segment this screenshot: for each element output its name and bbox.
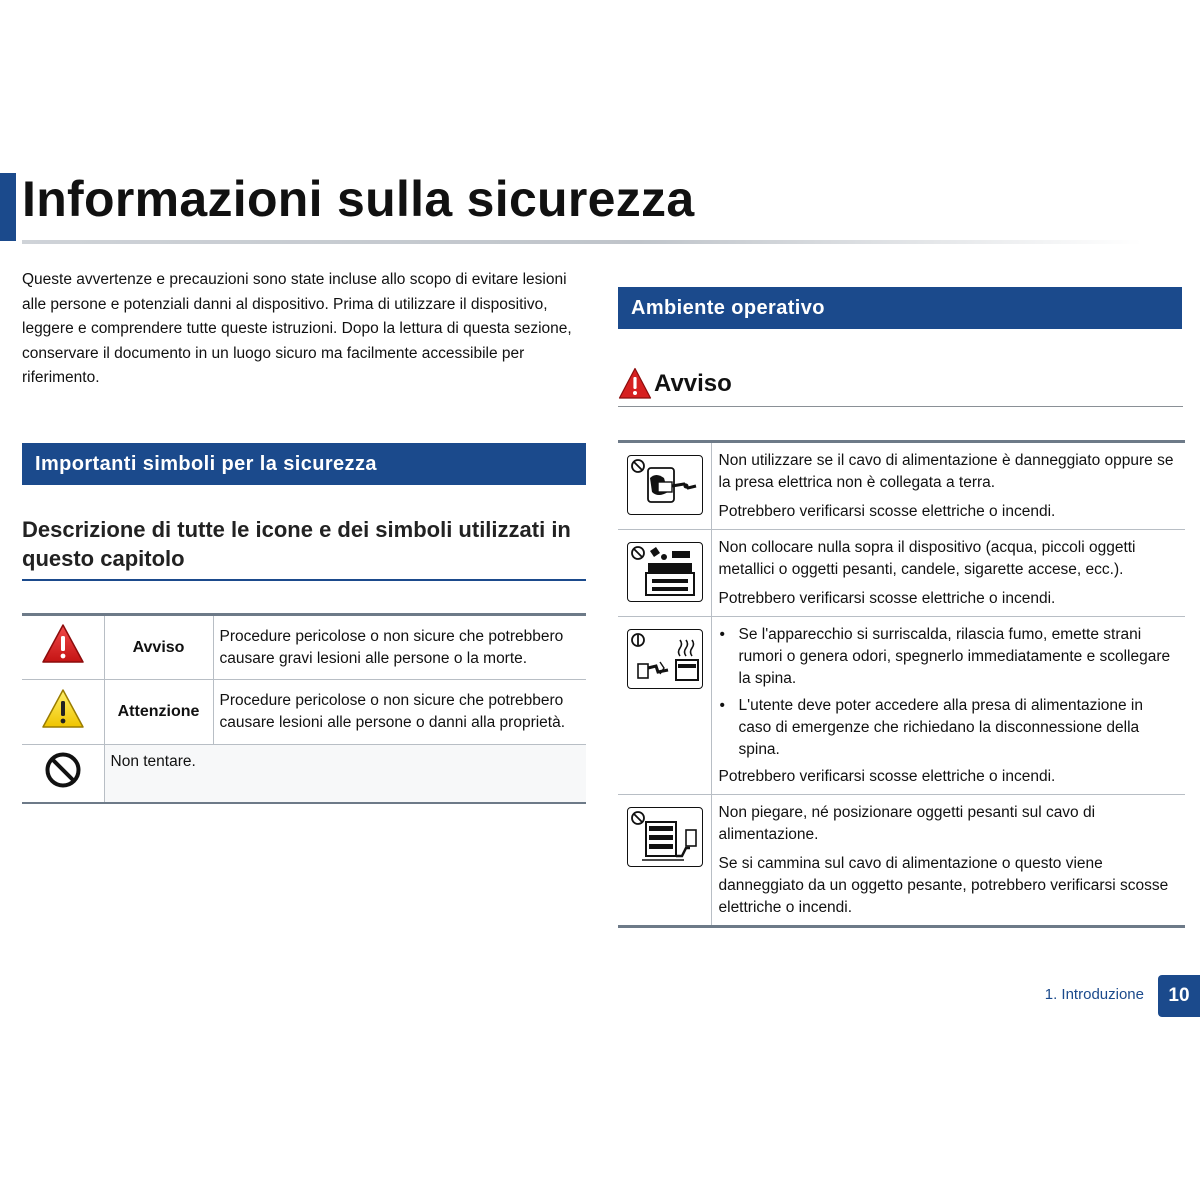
warning-text-cell bbox=[711, 530, 1185, 617]
table-row bbox=[618, 530, 1185, 617]
warning-consequence: Potrebbero verificarsi scosse elettriche o incendi. bbox=[718, 768, 1056, 785]
warning-red-icon bbox=[41, 623, 85, 665]
footer-chapter-label: 1. Introduzione bbox=[1044, 986, 1144, 1003]
prohibited-icon bbox=[44, 751, 82, 789]
warning-consequence: Potrebbero verificarsi scosse elettriche o incendi. bbox=[718, 503, 1056, 520]
table-row bbox=[22, 745, 586, 803]
overheat-unplug-pictogram-icon bbox=[627, 629, 703, 689]
table-row bbox=[22, 680, 586, 745]
warning-text-cell bbox=[711, 442, 1185, 530]
environment-warnings-table bbox=[618, 440, 1185, 928]
symbol-icon-cell bbox=[22, 615, 104, 680]
pictogram-cell bbox=[618, 530, 711, 617]
list-item: • L'utente deve poter accedere alla presa di alimentazione in caso di emergenze che richiedano la disconnessione della spina. bbox=[719, 695, 1178, 761]
symbols-table bbox=[22, 613, 586, 804]
warning-text: Non piegare, né posizionare oggetti pesanti sul cavo di alimentazione. bbox=[718, 804, 1096, 843]
bent-cord-pictogram-icon bbox=[627, 807, 703, 867]
damaged-cord-pictogram-icon bbox=[627, 455, 703, 515]
symbol-label: Avviso bbox=[104, 615, 213, 680]
table-row bbox=[22, 615, 586, 680]
caution-yellow-icon bbox=[41, 688, 85, 730]
symbol-description: Procedure pericolose o non sicure che potrebbero causare gravi lesioni alle persone o la morte. bbox=[213, 615, 586, 680]
warning-heading-label: Avviso bbox=[654, 370, 732, 397]
warning-text-cell bbox=[711, 617, 1185, 795]
symbol-label: Attenzione bbox=[104, 680, 213, 745]
page-number: 10 bbox=[1158, 975, 1200, 1017]
objects-on-device-pictogram-icon bbox=[627, 542, 703, 602]
warning-text: Non collocare nulla sopra il dispositivo (acqua, piccoli oggetti metallici o oggetti pesanti, candele, sigarette accese, ecc.). bbox=[718, 539, 1136, 578]
table-row bbox=[618, 617, 1185, 795]
warning-red-icon bbox=[618, 367, 652, 400]
warning-bullet-list bbox=[719, 624, 1178, 761]
list-item: • Se l'apparecchio si surriscalda, rilascia fumo, emette strani rumori o genera odori, spegnerlo immediatamente e scollegare la spina. bbox=[719, 624, 1178, 690]
symbol-description: Procedure pericolose o non sicure che potrebbero causare lesioni alle persone o danni alla proprietà. bbox=[213, 680, 586, 745]
table-row bbox=[618, 442, 1185, 530]
pictogram-cell bbox=[618, 442, 711, 530]
title-rule bbox=[22, 240, 1142, 244]
pictogram-cell bbox=[618, 617, 711, 795]
symbol-icon-cell bbox=[22, 680, 104, 745]
pictogram-cell bbox=[618, 795, 711, 927]
warning-consequence: Potrebbero verificarsi scosse elettriche o incendi. bbox=[718, 590, 1056, 607]
symbols-subheading: Descrizione di tutte le icone e dei simboli utilizzati in questo capitolo bbox=[22, 515, 586, 581]
warning-heading bbox=[618, 364, 1183, 407]
environment-section-heading: Ambiente operativo bbox=[618, 287, 1182, 329]
intro-paragraph: Queste avvertenze e precauzioni sono state incluse allo scopo di evitare lesioni alle persone e potenziali danni al dispositivo. Prima di utilizzare il dispositivo, leggere e comprendere tutte queste istruzioni. Dopo la lettura di questa sezione, conservare il documento in un luogo sicuro ma facilmente accessibile per riferimento. bbox=[22, 271, 572, 386]
warning-consequence: Se si cammina sul cavo di alimentazione o questo viene danneggiato da un oggetto pesante, potrebbero verificarsi scosse elettriche o incendi. bbox=[718, 855, 1169, 916]
warning-text: Non utilizzare se il cavo di alimentazione è danneggiato oppure se la presa elettrica non è collegata a terra. bbox=[718, 452, 1174, 491]
warning-text-cell bbox=[711, 795, 1185, 927]
symbol-icon-cell bbox=[22, 745, 104, 803]
title-accent-bar bbox=[0, 173, 16, 241]
symbols-section-heading: Importanti simboli per la sicurezza bbox=[22, 443, 586, 485]
page-title: Informazioni sulla sicurezza bbox=[22, 171, 695, 227]
table-row bbox=[618, 795, 1185, 927]
symbol-description: Non tentare. bbox=[104, 745, 586, 803]
